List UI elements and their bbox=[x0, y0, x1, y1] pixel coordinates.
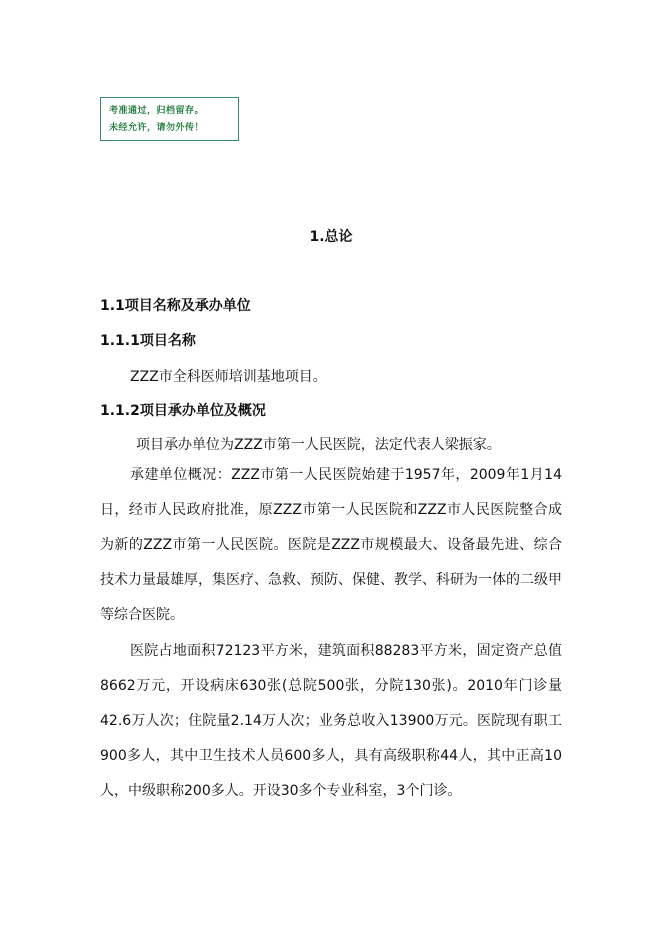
stamp-line-1: 考准通过，归档留存。 bbox=[109, 106, 205, 116]
overview-paragraph: 承建单位概况：ZZZ市第一人民医院始建于1957年，2009年1月14日，经市人民政府批准，原ZZZ市第一人民医院和ZZZ市人民医院整合成为新的ZZZ市第一人民医院。医院是ZZZ市规模最大、设备最先进、综合技术力量最雄厚，集医疗、急救、预防、保健、教学、科研为一体的二级甲等综合医院。 bbox=[100, 467, 562, 623]
chapter-title: 1.总论 bbox=[309, 229, 353, 245]
section-heading-1-1-2: 1.1.2项目承办单位及概况 bbox=[100, 403, 266, 419]
stats-paragraph: 医院占地面积72123平方米，建筑面积88283平方米，固定资产总值8662万元，开设病床630张(总院500张，分院130张)。2010年门诊量42.6万人次；住院量2.14万人次；业务总收入13900万元。医院现有职工900多人，其中卫生技术人员600多人，具有高级职称44人，其中正高10人，中级职称200多人。开设30多个专业科室，3个门诊。 bbox=[100, 643, 562, 799]
confidential-stamp bbox=[100, 97, 239, 141]
section-heading-1-1-1: 1.1.1项目名称 bbox=[100, 333, 196, 349]
section-heading-1-1: 1.1项目名称及承办单位 bbox=[100, 298, 251, 314]
stamp-line-2: 未经允许，请勿外传！ bbox=[109, 123, 205, 133]
project-name-paragraph: ZZZ市全科医师培训基地项目。 bbox=[130, 369, 327, 385]
sponsor-paragraph: 项目承办单位为ZZZ市第一人民医院，法定代表人梁振家。 bbox=[136, 437, 501, 453]
